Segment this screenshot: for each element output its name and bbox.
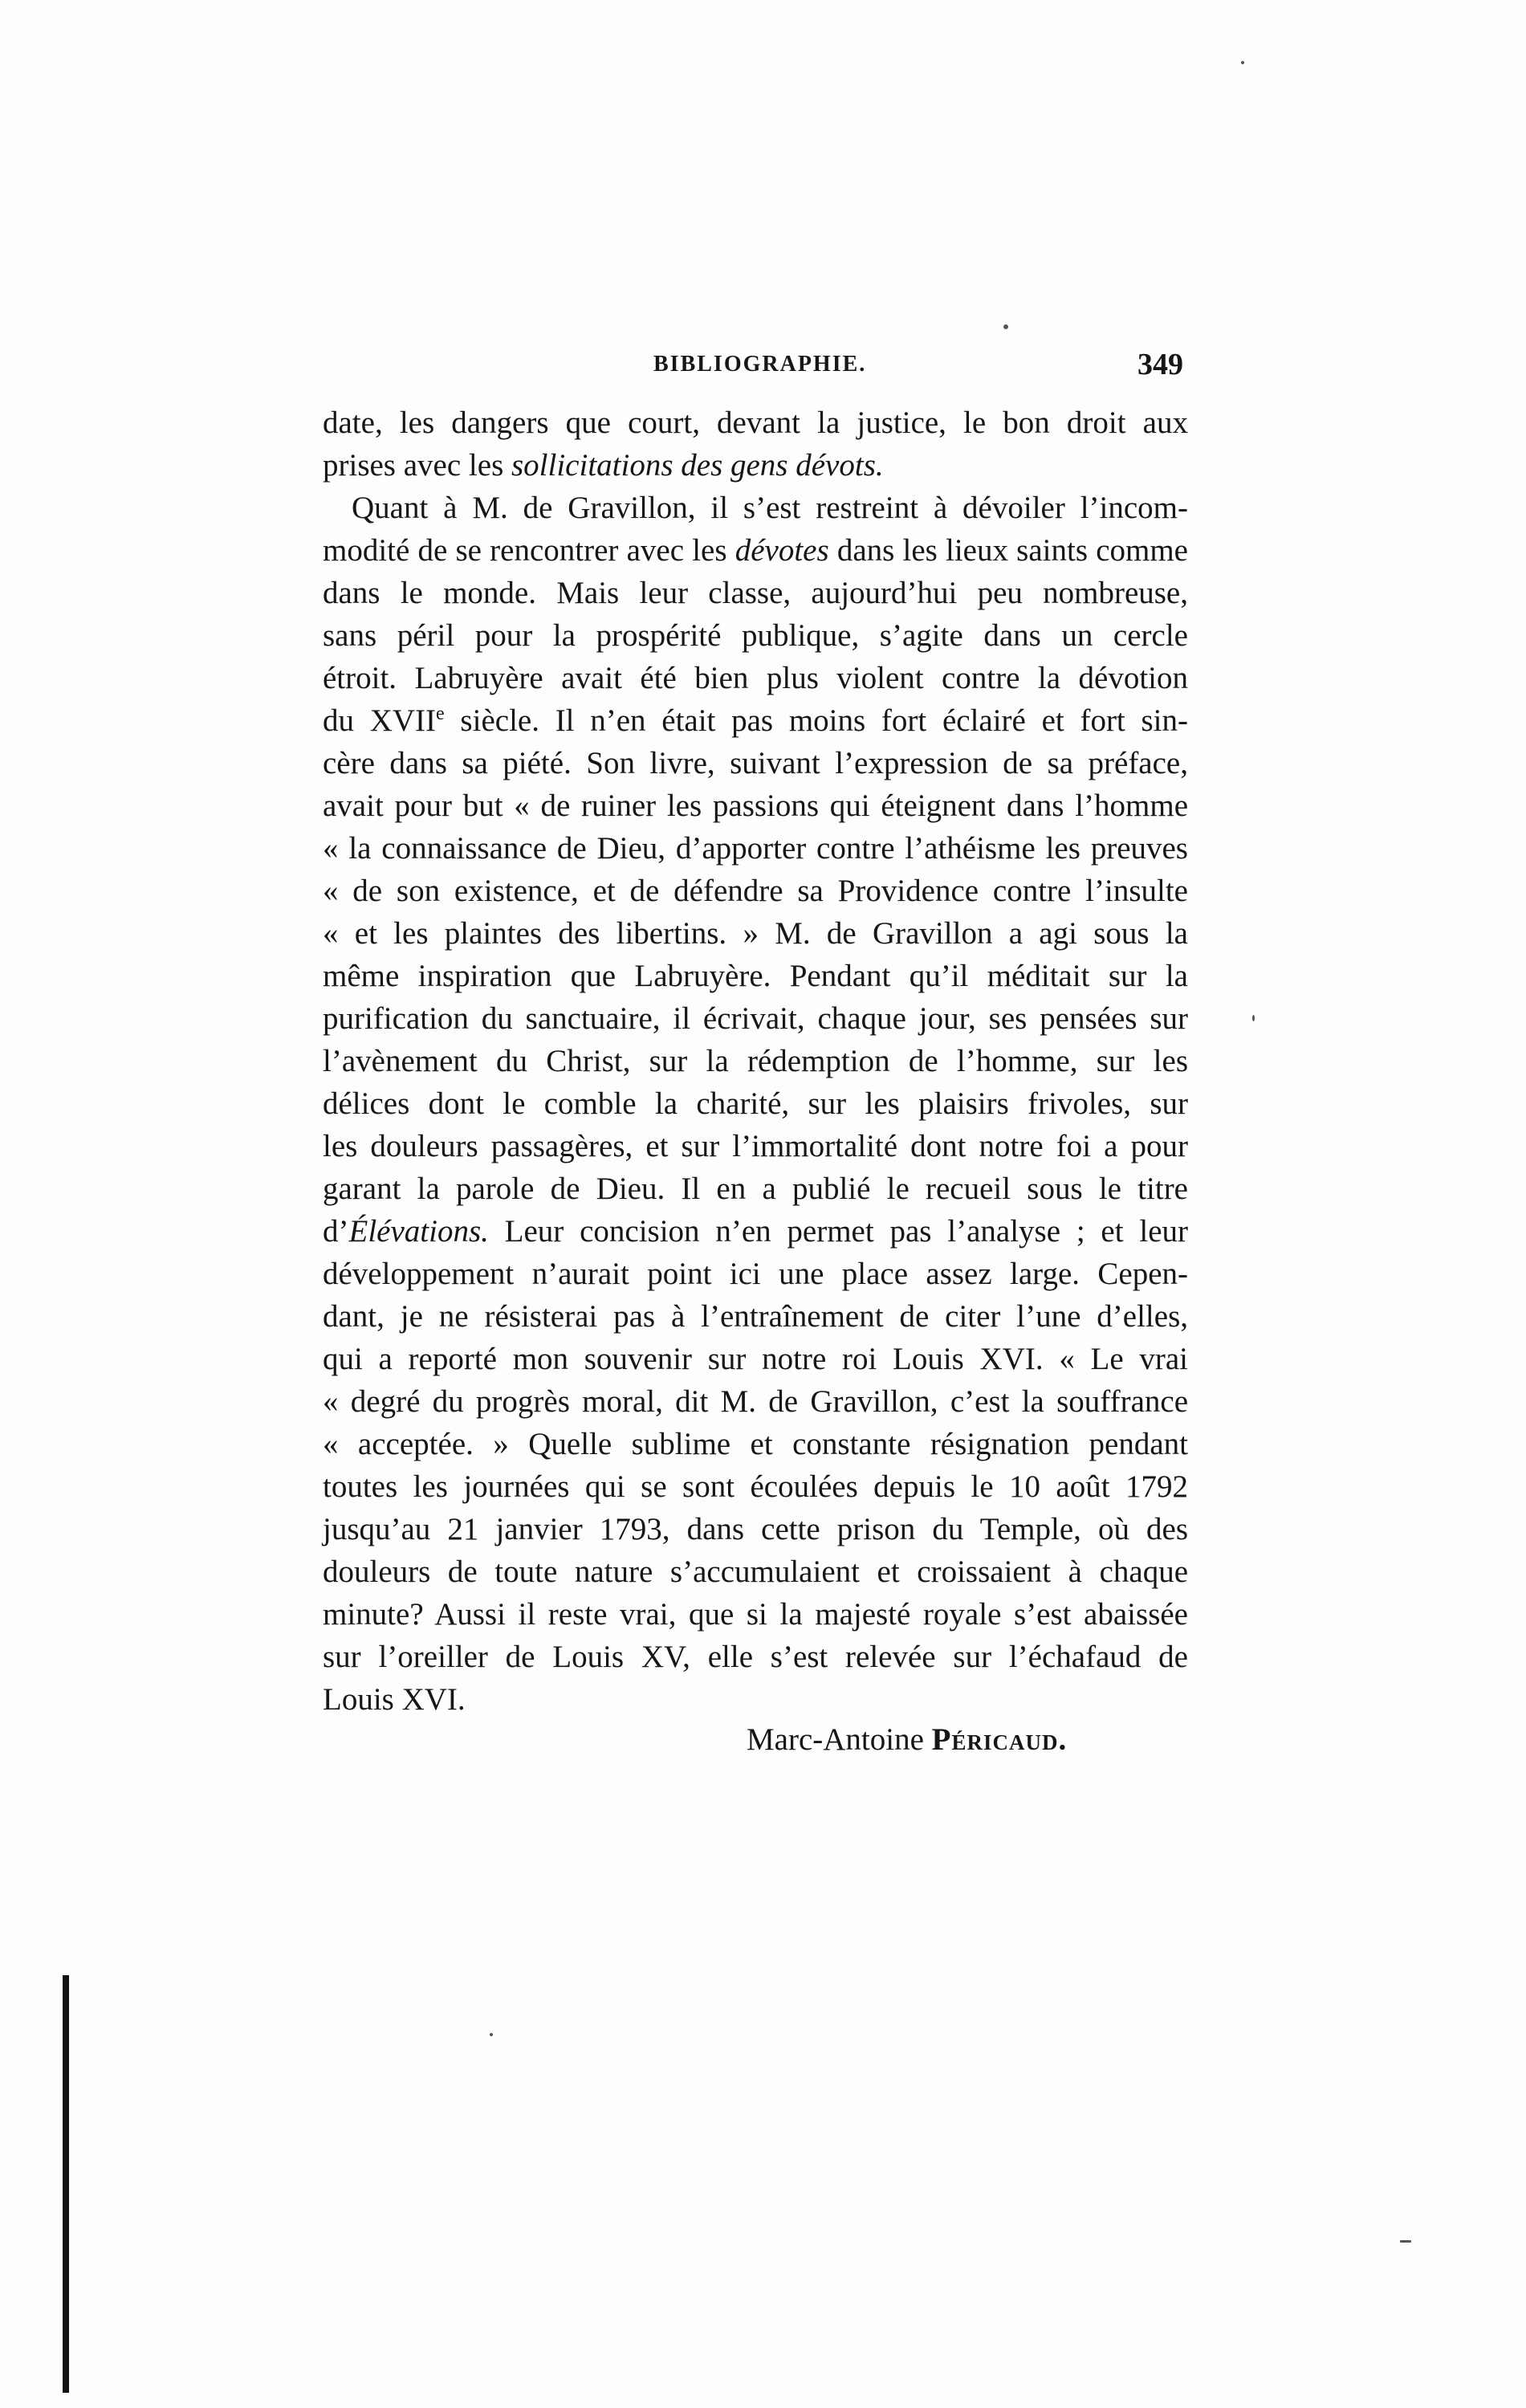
text-line: cère dans sa piété. Son livre, suivant l’expression de sa préface,: [323, 746, 1188, 780]
text-line: d’Élévations. Leur concision n’en permet pas l’analyse ; et leur: [323, 1214, 1188, 1249]
quote-line: « la connaissance de Dieu, d’apporter contre l’athéisme les preuves: [323, 831, 1188, 866]
scan-speck: [490, 2033, 493, 2036]
quote-line: « degré du progrès moral, dit M. de Gravillon, c’est la souffrance: [323, 1384, 1188, 1419]
italic-phrase: sollicitations des gens dévots.: [511, 448, 884, 483]
scan-speck: [1003, 324, 1008, 329]
text-line: l’avènement du Christ, sur la rédemption de l’homme, sur les: [323, 1044, 1188, 1078]
text-line: sans péril pour la prospérité publique, s’agite dans un cercle: [323, 618, 1188, 653]
paragraph-start-line: Quant à M. de Gravillon, il s’est restreint à dévoiler l’incom-: [352, 491, 1188, 525]
italic-title: Élévations.: [348, 1214, 489, 1249]
scan-speck: [1400, 2240, 1411, 2243]
quote-line: « de son existence, et de défendre sa Providence contre l’insulte: [323, 874, 1188, 908]
text-line: développement n’aurait point ici une place assez large. Cepen-: [323, 1257, 1188, 1291]
text-line: dans le monde. Mais leur classe, aujourd’hui peu nombreuse,: [323, 576, 1188, 610]
text-line: sur l’oreiller de Louis XV, elle s’est relevée sur l’échafaud de: [323, 1640, 1188, 1674]
text-line: même inspiration que Labruyère. Pendant qu’il méditait sur la: [323, 959, 1188, 993]
text-line: délices dont le comble la charité, sur les plaisirs frivoles, sur: [323, 1086, 1188, 1121]
text-line: douleurs de toute nature s’accumulaient et croissaient à chaque: [323, 1554, 1188, 1589]
text-line: Louis XVI.: [323, 1682, 466, 1717]
text-line: du XVIIe siècle. Il n’en était pas moins fort éclairé et fort sin-: [323, 703, 1188, 738]
scan-speck: [1252, 1015, 1255, 1021]
text-line: dant, je ne résisterai pas à l’entraînement de citer l’une d’elles,: [323, 1299, 1188, 1334]
page-number: 349: [1137, 348, 1183, 381]
text-line: date, les dangers que court, devant la justice, le bon droit aux: [323, 405, 1188, 440]
quote-line: « et les plaintes des libertins. » M. de Gravillon a agi sous la: [323, 916, 1188, 951]
text-line: purification du sanctuaire, il écrivait, chaque jour, ses pensées sur: [323, 1001, 1188, 1036]
signature-surname: Péricaud.: [931, 1722, 1068, 1757]
author-signature: [747, 1718, 1067, 1761]
text-line: avait pour but « de ruiner les passions qui éteignent dans l’homme: [323, 788, 1188, 823]
text-line: jusqu’au 21 janvier 1793, dans cette prison du Temple, où des: [323, 1512, 1188, 1546]
text-line: qui a reporté mon souvenir sur notre roi Louis XVI. « Le vrai: [323, 1342, 1188, 1376]
article-text: [323, 401, 1188, 1721]
text-line: étroit. Labruyère avait été bien plus violent contre la dévotion: [323, 661, 1188, 695]
text-line: toutes les journées qui se sont écoulées depuis le 10 août 1792: [323, 1469, 1188, 1504]
scan-speck: [1241, 61, 1244, 64]
text-line: modité de se rencontrer avec les dévotes dans les lieux saints comme: [323, 533, 1188, 568]
text-line: prises avec les sollicitations des gens dévots.: [323, 448, 884, 483]
quote-line: « acceptée. » Quelle sublime et constante résignation pendant: [323, 1427, 1188, 1461]
text-line: garant la parole de Dieu. Il en a publié le recueil sous le titre: [323, 1171, 1188, 1206]
superscript: e: [436, 703, 445, 724]
page-edge-shadow: [63, 1975, 69, 2393]
text-line: minute? Aussi il reste vrai, que si la majesté royale s’est abaissée: [323, 1597, 1188, 1632]
italic-word: dévotes: [735, 533, 829, 568]
signature-first-names: Marc-Antoine: [747, 1722, 932, 1757]
page-header: [323, 347, 1190, 395]
text-line: les douleurs passagères, et sur l’immortalité dont notre foi a pour: [323, 1129, 1188, 1163]
running-title: BIBLIOGRAPHIE.: [653, 352, 867, 377]
